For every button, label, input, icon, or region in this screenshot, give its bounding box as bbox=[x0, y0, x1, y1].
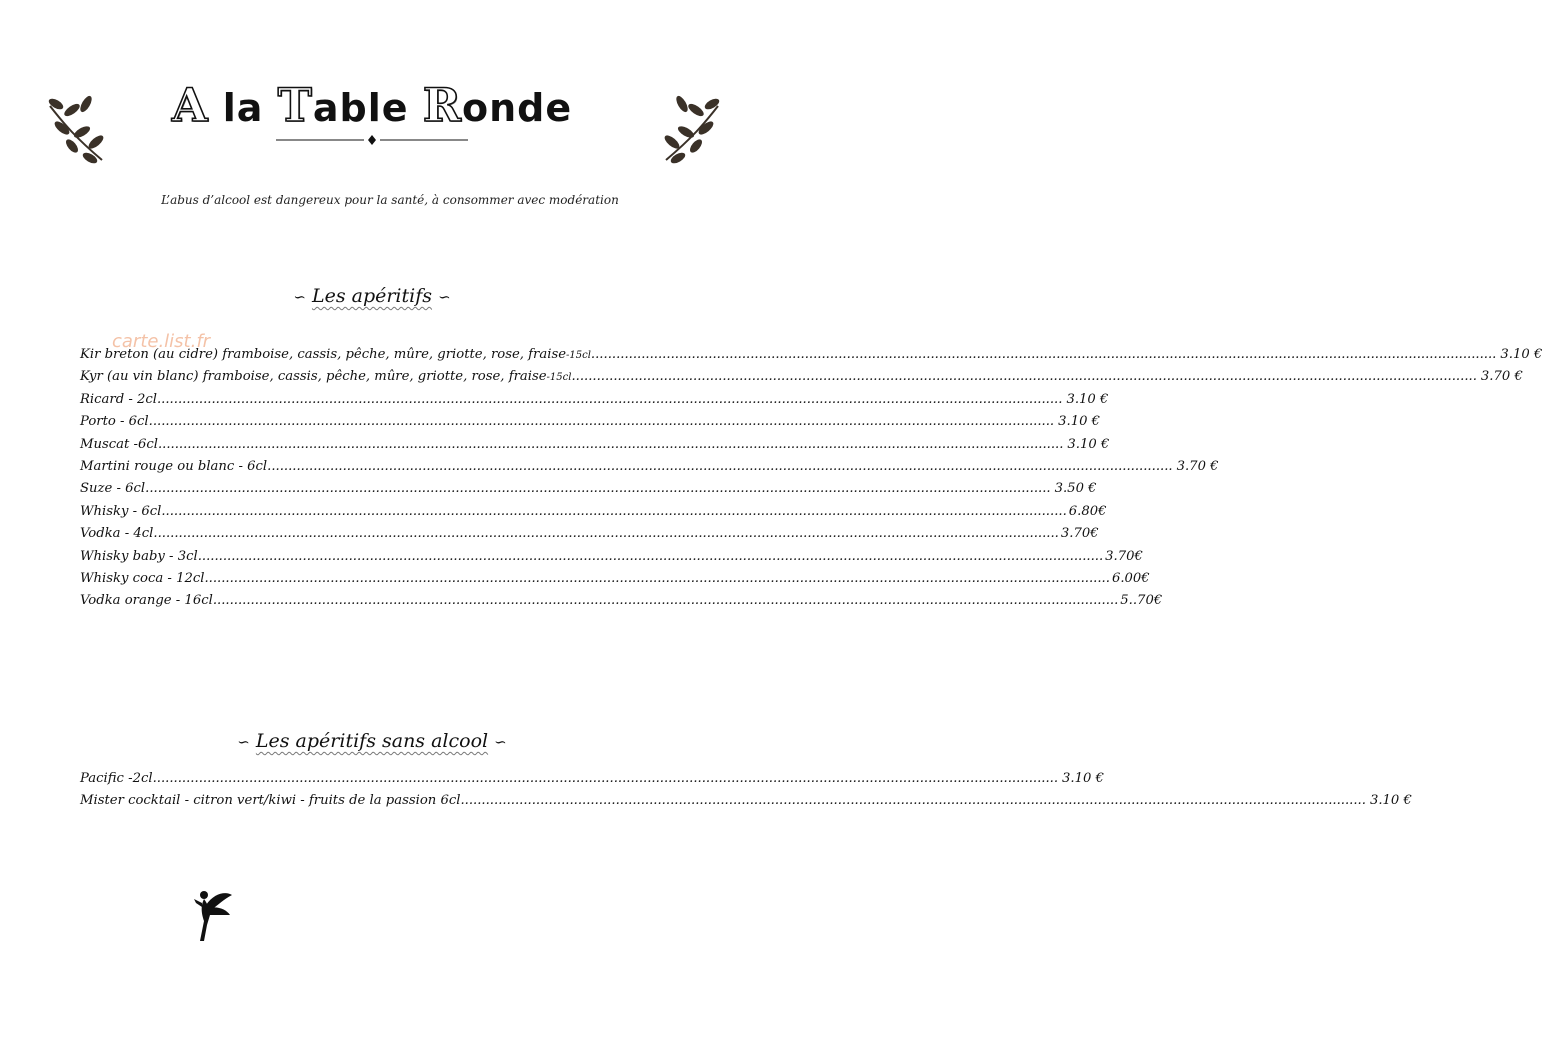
section-title: Les apéritifs bbox=[311, 285, 433, 307]
menu-item bbox=[80, 593, 1163, 615]
item-name: Whisky - 6cl bbox=[80, 503, 162, 519]
item-name: Kir breton (au cidre) framboise, cassis, pêche, mûre, griotte, rose, fraise bbox=[80, 347, 567, 362]
menu-item bbox=[80, 391, 1109, 414]
menu-item bbox=[80, 526, 1099, 548]
dot-leader bbox=[204, 571, 1109, 586]
item-name: Suze - 6cl bbox=[80, 481, 146, 497]
title-divider bbox=[272, 132, 472, 148]
item-name: Kyr (au vin blanc) framboise, cassis, pêche, mûre, griotte, rose, fraise bbox=[80, 369, 547, 385]
menu-item bbox=[80, 481, 1097, 503]
menu-item bbox=[80, 369, 1523, 391]
title-text: able bbox=[312, 86, 423, 130]
olive-sprig-icon bbox=[656, 86, 726, 168]
section-heading-aperitifs bbox=[0, 285, 744, 307]
item-price: 3.70 € bbox=[1176, 458, 1219, 474]
item-price: 3.10 € bbox=[1066, 391, 1109, 407]
title-capital: R bbox=[422, 78, 463, 132]
dot-leader bbox=[571, 369, 1476, 384]
item-price: 3.10 € bbox=[1058, 414, 1101, 430]
title-text: la bbox=[208, 86, 278, 130]
menu-item bbox=[80, 570, 1150, 593]
dot-leader bbox=[460, 793, 1365, 808]
ornament-right-icon: ∽ bbox=[494, 733, 507, 751]
dot-leader bbox=[153, 526, 1058, 541]
dot-leader bbox=[267, 459, 1172, 474]
ornament-right-icon: ∽ bbox=[438, 288, 451, 306]
item-name: Whisky baby - 3cl bbox=[80, 548, 198, 564]
menu-item bbox=[80, 771, 1104, 793]
menu-item bbox=[80, 503, 1107, 526]
dot-leader bbox=[213, 593, 1118, 608]
title-text: onde bbox=[462, 86, 573, 130]
section-heading-sans-alcool bbox=[0, 730, 744, 752]
menu-item bbox=[80, 414, 1101, 436]
item-name: Pacific -2cl bbox=[80, 771, 153, 786]
ornament-left-icon: ∽ bbox=[237, 733, 250, 751]
menu-item bbox=[80, 347, 1542, 369]
item-price: 3.70€ bbox=[1105, 548, 1143, 564]
item-price: 5..70€ bbox=[1120, 593, 1163, 609]
item-price: 3.70€ bbox=[1060, 526, 1099, 542]
item-price: 3.70 € bbox=[1480, 369, 1523, 385]
restaurant-title bbox=[150, 78, 594, 132]
dot-leader bbox=[157, 392, 1062, 407]
alcohol-warning: L’abus d’alcool est dangereux pour la santé, à consommer avec modération bbox=[161, 193, 619, 207]
menu-list-aperitifs bbox=[80, 347, 1542, 616]
item-volume: -15cl bbox=[566, 350, 591, 361]
item-name: Martini rouge ou blanc - 6cl bbox=[80, 458, 268, 474]
dot-leader bbox=[153, 771, 1058, 786]
menu-item bbox=[80, 793, 1412, 815]
item-price: 6.00€ bbox=[1111, 570, 1150, 586]
item-name: Vodka - 4cl bbox=[80, 526, 154, 542]
menu-list-sans-alcool bbox=[80, 771, 1412, 816]
item-price: 3.10 € bbox=[1369, 793, 1412, 809]
item-price: 3.10 € bbox=[1062, 771, 1104, 786]
fairy-silhouette-icon bbox=[190, 885, 234, 943]
item-name: Porto - 6cl bbox=[80, 414, 149, 430]
dot-leader bbox=[591, 347, 1496, 362]
olive-sprig-icon bbox=[42, 86, 112, 168]
item-name: Vodka orange - 16cl bbox=[80, 593, 213, 609]
dot-leader bbox=[145, 481, 1050, 496]
item-name: Muscat -6cl bbox=[80, 436, 158, 452]
dot-leader bbox=[158, 437, 1063, 452]
item-volume: -15cl bbox=[546, 372, 572, 384]
item-price: 6.80€ bbox=[1068, 503, 1107, 519]
title-capital: A bbox=[171, 78, 209, 132]
section-title: Les apéritifs sans alcool bbox=[255, 730, 489, 752]
dot-leader bbox=[149, 414, 1054, 429]
item-price: 3.50 € bbox=[1054, 481, 1097, 497]
dot-leader bbox=[198, 549, 1103, 564]
title-capital: T bbox=[277, 78, 313, 132]
item-price: 3.10 € bbox=[1500, 347, 1542, 362]
menu-item bbox=[80, 548, 1143, 571]
dot-leader bbox=[161, 504, 1066, 519]
item-name: Ricard - 2cl bbox=[80, 391, 157, 407]
item-name: Whisky coca - 12cl bbox=[80, 570, 205, 586]
item-price: 3.10 € bbox=[1067, 436, 1110, 452]
menu-item bbox=[80, 436, 1110, 459]
item-name: Mister cocktail - citron vert/kiwi - fruits de la passion 6cl bbox=[80, 793, 461, 809]
menu-item bbox=[80, 458, 1219, 481]
ornament-left-icon: ∽ bbox=[293, 288, 306, 306]
watermark: carte.list.fr bbox=[112, 331, 211, 352]
